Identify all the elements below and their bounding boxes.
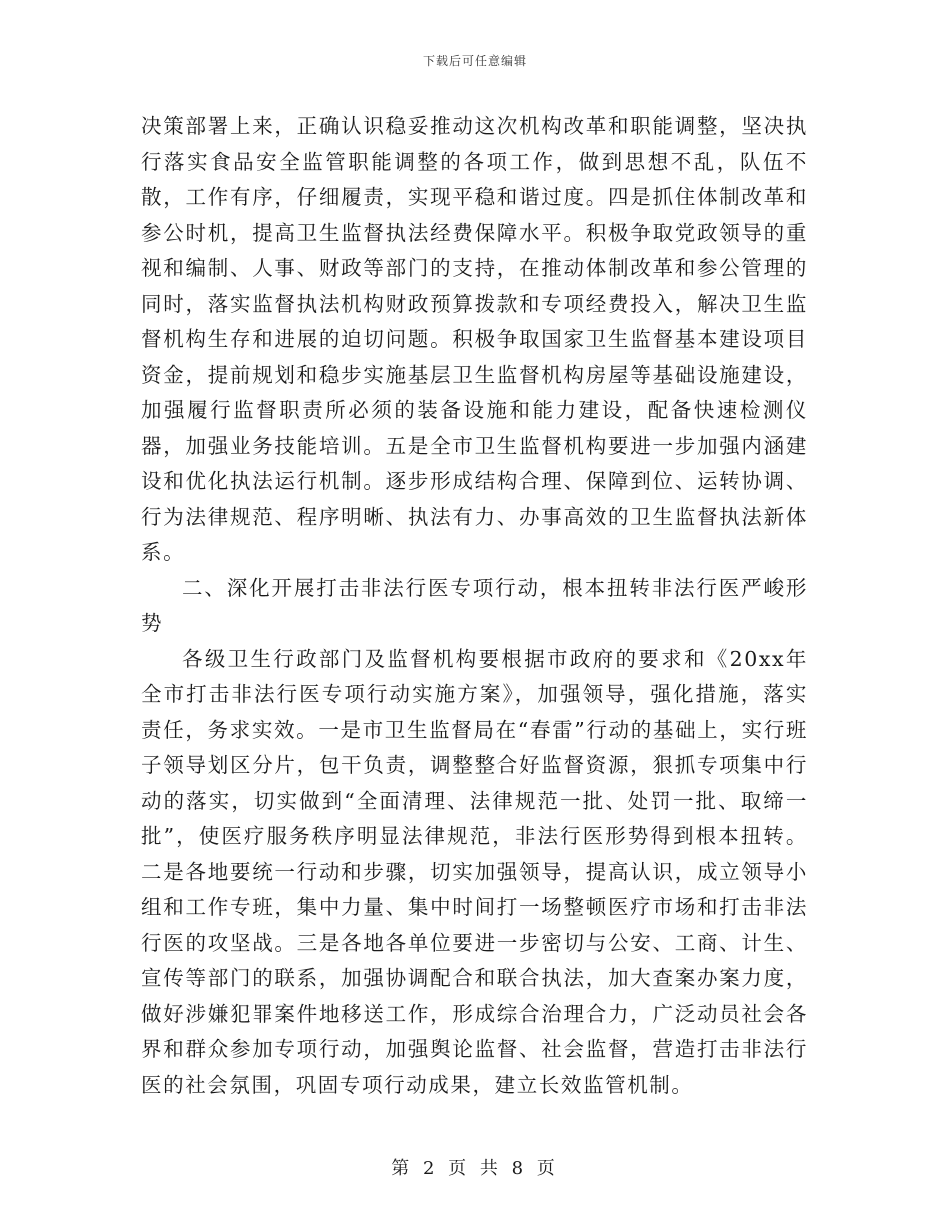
body-paragraph: 各级卫生行政部门及监督机构要根据市政府的要求和《20xx年全市打击非法行医专项行动实施方案》，加强领导，强化措施，落实责任，务求实效。一是市卫生监督局在“春雷”行动的基础上，实行班子领导划区分片，包干负责，调整整合好监督资源，狠抓专项集中行动的落实，切实做到“全面清理、法律规范一批、处罚一批、取缔一批”，使医疗服务秩序明显法律规范，非法行医形势得到根本扭转。二是各地要统一行动和步骤，切实加强领导，提高认识，成立领导小组和工作专班，集中力量、集中时间打一场整顿医疗市场和打击非法行医的攻坚战。三是各地各单位要进一步密切与公安、工商、计生、宣传等部门的联系，加强协调配合和联合执法，加大查案办案力度，做好涉嫌犯罪案件地移送工作，形成综合治理合力，广泛动员社会各界和群众参加专项行动，加强舆论监督、社会监督，营造打击非法行医的社会氛围，巩固专项行动成果，建立长效监管机制。 [141,646,808,1097]
page-number: 第 2 页 共 8 页 [391,1158,559,1179]
section-heading: 二、深化开展打击非法行医专项行动，根本扭转非法行医严峻形势 [141,575,808,635]
page-header-note: 下载后可任意编辑 [422,54,527,68]
document-body [141,109,808,1103]
body-paragraph-continuation: 决策部署上来，正确认识稳妥推动这次机构改革和职能调整，坚决执行落实食品安全监管职能调整的各项工作，做到思想不乱，队伍不散，工作有序，仔细履责，实现平稳和谐过度。四是抓住体制改革和参公时机，提高卫生监督执法经费保障水平。积极争取党政领导的重视和编制、人事、财政等部门的支持，在推动体制改革和参公管理的同时，落实监督执法机构财政预算拨款和专项经费投入，解决卫生监督机构生存和进展的迫切问题。积极争取国家卫生监督基本建设项目资金，提前规划和稳步实施基层卫生监督机构房屋等基础设施建设，加强履行监督职责所必须的装备设施和能力建设，配备快速检测仪器，加强业务技能培训。五是全市卫生监督机构要进一步加强内涵建设和优化执法运行机制。逐步形成结构合理、保障到位、运转协调、行为法律规范、程序明晰、执法有力、办事高效的卫生监督执法新体系。 [141,114,808,564]
